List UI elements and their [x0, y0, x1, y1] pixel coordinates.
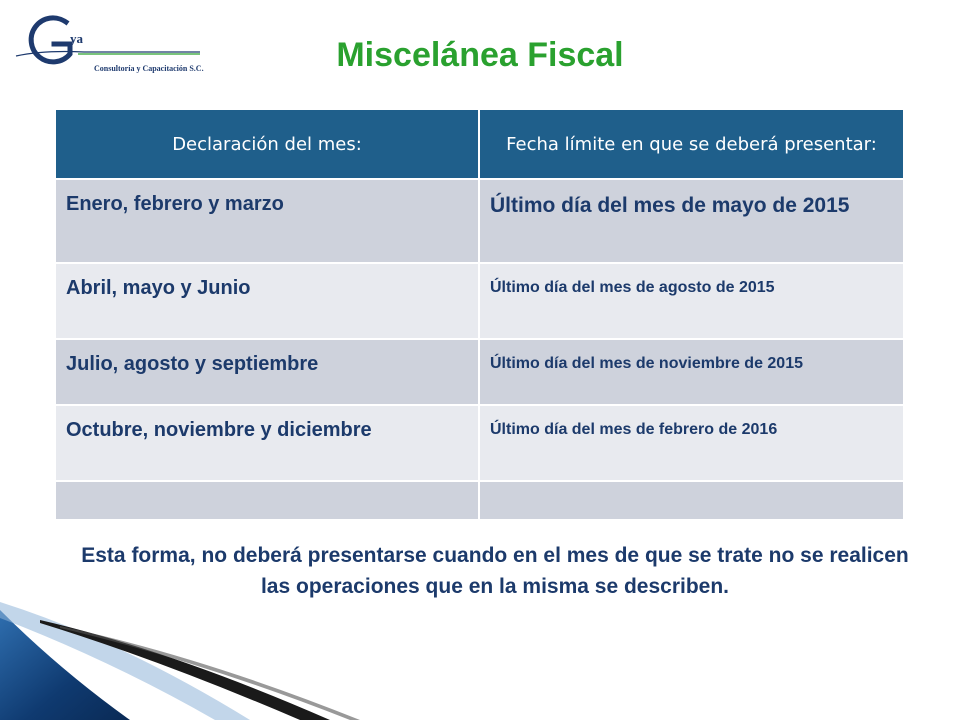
header-declaration: Declaración del mes: [56, 110, 479, 179]
row-month: Octubre, noviembre y diciembre [56, 405, 479, 481]
row-deadline: Último día del mes de febrero de 2016 [479, 405, 903, 481]
logo-letters: ya [70, 31, 83, 46]
page-title: Miscelánea Fiscal [336, 36, 624, 74]
row-month: Julio, agosto y septiembre [56, 339, 479, 405]
row-month: Enero, febrero y marzo [56, 179, 479, 263]
logo-tagline: Consultoría y Capacitación S.C. [94, 64, 204, 73]
table-row-empty [56, 481, 903, 519]
decorative-swoosh [0, 560, 960, 720]
table-header-row [56, 110, 903, 179]
table-row [56, 263, 903, 339]
row-deadline [479, 481, 903, 519]
table-row [56, 339, 903, 405]
footnote-text: Esta forma, no deberá presentarse cuando en el mes de que se trate no se realicen las operaciones que en la misma se describen. [81, 544, 909, 598]
header-deadline: Fecha límite en que se deberá presentar: [479, 110, 903, 179]
row-month [56, 481, 479, 519]
row-deadline: Último día del mes de noviembre de 2015 [479, 339, 903, 405]
row-month: Abril, mayo y Junio [56, 263, 479, 339]
row-deadline: Último día del mes de agosto de 2015 [479, 263, 903, 339]
row-deadline: Último día del mes de mayo de 2015 [479, 179, 903, 263]
fiscal-table [56, 110, 903, 519]
table-row [56, 405, 903, 481]
table-row [56, 179, 903, 263]
